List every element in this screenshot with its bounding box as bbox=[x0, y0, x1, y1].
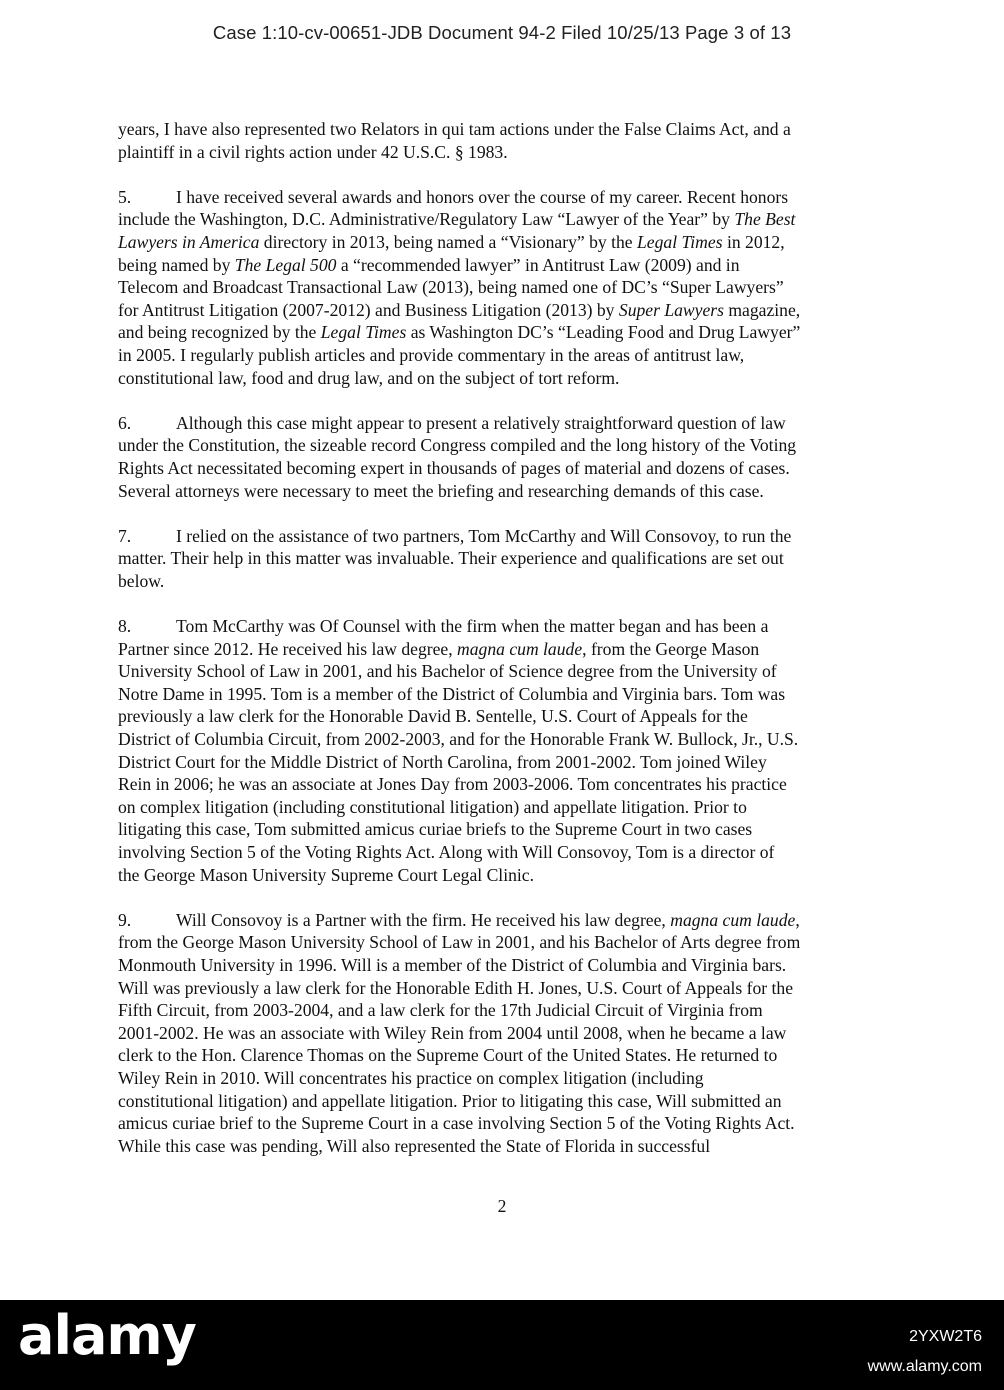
text-line: District of Columbia Circuit, from 2002-2003, and for the Honorable Frank W. Bullock, Jr., U.S. bbox=[118, 729, 799, 750]
text-line: plaintiff in a civil rights action under 42 U.S.C. § 1983. bbox=[118, 141, 508, 162]
text-line: Wiley Rein in 2010. Will concentrates his practice on complex litigation (including bbox=[118, 1067, 704, 1088]
text-line: University School of Law in 2001, and his Bachelor of Science degree from the University of bbox=[118, 661, 777, 682]
text-line: Monmouth University in 1996. Will is a member of the District of Columbia and Virginia bars. bbox=[118, 954, 787, 975]
text-line: the George Mason University Supreme Court Legal Clinic. bbox=[118, 864, 534, 885]
text-line: under the Constitution, the sizeable record Congress compiled and the long history of the Voting bbox=[118, 435, 797, 456]
text-line: constitutional litigation) and appellate litigation. Prior to litigating this case, Will submitted an bbox=[118, 1090, 782, 1111]
document-body bbox=[118, 118, 890, 1180]
text-line: for Antitrust Litigation (2007-2012) and Business Litigation (2013) by Super Lawyers magazine, bbox=[118, 299, 801, 320]
paragraph-number: 6. bbox=[118, 412, 132, 433]
text-line: Telecom and Broadcast Transactional Law (2013), being named one of DC’s “Super Lawyers” bbox=[118, 277, 784, 298]
text-line: 5. I have received several awards and honors over the course of my career. Recent honors bbox=[118, 186, 789, 207]
text-line: 6. Although this case might appear to present a relatively straightforward question of law bbox=[118, 412, 786, 433]
text-line: While this case was pending, Will also represented the State of Florida in successful bbox=[118, 1135, 711, 1156]
text-line: 7. I relied on the assistance of two partners, Tom McCarthy and Will Consovoy, to run the bbox=[118, 525, 792, 546]
text-line: Will was previously a law clerk for the Honorable Edith H. Jones, U.S. Court of Appeals for the bbox=[118, 977, 794, 998]
paragraph-number: 9. bbox=[118, 909, 132, 930]
page-number: 2 bbox=[497, 1196, 507, 1216]
text-line: and being recognized by the Legal Times as Washington DC’s “Leading Food and Drug Lawyer” bbox=[118, 322, 801, 343]
alamy-logo: alamy bbox=[18, 1304, 196, 1367]
image-id-block bbox=[868, 1322, 982, 1382]
text-line: clerk to the Hon. Clarence Thomas on the Supreme Court of the United States. He returned to bbox=[118, 1045, 778, 1066]
text-line: in 2005. I regularly publish articles and provide commentary in the areas of antitrust law, bbox=[118, 344, 745, 365]
stock-watermark-bar bbox=[0, 1300, 1004, 1390]
text-line: previously a law clerk for the Honorable David B. Sentelle, U.S. Court of Appeals for the bbox=[118, 706, 748, 727]
text-line: Notre Dame in 1995. Tom is a member of the District of Columbia and Virginia bars. Tom was bbox=[118, 683, 786, 704]
text-line: include the Washington, D.C. Administrative/Regulatory Law “Lawyer of the Year” by The Best bbox=[118, 209, 796, 230]
text-line: on complex litigation (including constitutional litigation) and appellate litigation. Prior to bbox=[118, 796, 747, 817]
text-line: Rights Act necessitated becoming expert in thousands of pages of material and dozens of cases. bbox=[118, 457, 790, 478]
text-line: from the George Mason University School of Law in 2001, and his Bachelor of Arts degree from bbox=[118, 932, 801, 953]
text-line: 9. Will Consovoy is a Partner with the firm. He received his law degree, magna cum laude, bbox=[118, 909, 800, 930]
paragraph-number: 5. bbox=[118, 186, 132, 207]
text-line: Fifth Circuit, from 2003-2004, and a law clerk for the 17th Judicial Circuit of Virginia from bbox=[118, 1000, 763, 1021]
text-line: Lawyers in America directory in 2013, being named a “Visionary” by the Legal Times in 2012, bbox=[118, 231, 785, 252]
text-line: matter. Their help in this matter was invaluable. Their experience and qualifications are set out bbox=[118, 548, 784, 569]
case-header: Case 1:10-cv-00651-JDB Document 94-2 Filed 10/25/13 Page 3 of 13 bbox=[212, 22, 792, 43]
text-line: litigating this case, Tom submitted amicus curiae briefs to the Supreme Court in two cases bbox=[118, 819, 753, 840]
paragraph bbox=[118, 186, 890, 389]
paragraph bbox=[118, 412, 890, 502]
text-line: years, I have also represented two Relators in qui tam actions under the False Claims Act, and a bbox=[118, 119, 791, 139]
text-line: below. bbox=[118, 570, 165, 591]
paragraph bbox=[118, 909, 890, 1158]
site-url: www.alamy.com bbox=[867, 1358, 982, 1375]
paragraph-number: 7. bbox=[118, 525, 132, 546]
text-line: Partner since 2012. He received his law degree, magna cum laude, from the George Mason bbox=[118, 638, 760, 659]
text-line: constitutional law, food and drug law, and on the subject of tort reform. bbox=[118, 367, 620, 388]
paragraph bbox=[118, 615, 890, 886]
text-line: District Court for the Middle District of North Carolina, from 2001-2002. Tom joined Wiley bbox=[118, 751, 767, 772]
text-line: amicus curiae brief to the Supreme Court in a case involving Section 5 of the Voting Rights Act. bbox=[118, 1113, 795, 1134]
paragraph-number: 8. bbox=[118, 616, 132, 637]
image-id: 2YXW2T6 bbox=[909, 1328, 982, 1345]
paragraph bbox=[118, 525, 890, 593]
text-line: 2001-2002. He was an associate with Wiley Rein from 2004 until 2008, when he became a law bbox=[118, 1022, 787, 1043]
text-line: 8. Tom McCarthy was Of Counsel with the firm when the matter began and has been a bbox=[118, 616, 769, 637]
paragraph bbox=[118, 118, 890, 163]
text-line: Rein in 2006; he was an associate at Jones Day from 2003-2006. Tom concentrates his practice bbox=[118, 774, 787, 795]
text-line: Several attorneys were necessary to meet the briefing and researching demands of this case. bbox=[118, 480, 764, 501]
text-line: involving Section 5 of the Voting Rights Act. Along with Will Consovoy, Tom is a director of bbox=[118, 842, 775, 862]
text-line: being named by The Legal 500 a “recommended lawyer” in Antitrust Law (2009) and in bbox=[118, 254, 740, 275]
